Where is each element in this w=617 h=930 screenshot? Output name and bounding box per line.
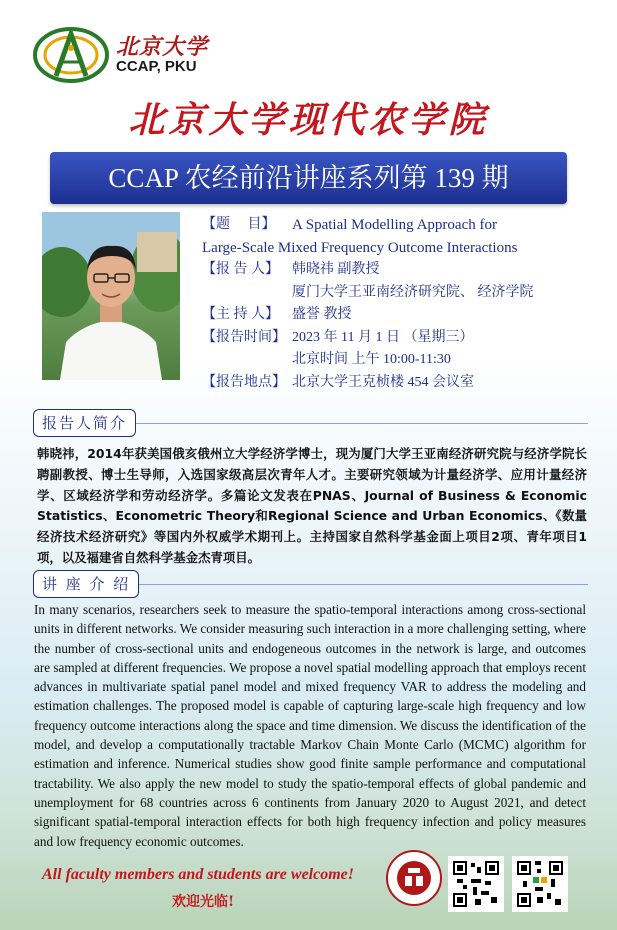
lecture-date: 2023 年 11 月 1 日 （星期三） <box>292 329 474 345</box>
lecture-title-line1: A Spatial Modelling Approach for <box>292 217 497 233</box>
welcome-chinese: 欢迎光临! <box>172 894 235 910</box>
speaker-photo <box>42 212 180 380</box>
peking-university-seal-icon <box>386 850 442 906</box>
title-label: 【题 目】 <box>202 217 276 232</box>
speaker-label: 【报 告 人】 <box>202 262 279 277</box>
ccap-logo-icon <box>32 26 110 84</box>
speaker-affiliation: 厦门大学王亚南经济研究院、 经济学院 <box>292 284 534 300</box>
speaker-bio: 韩晓祎，2014年获美国俄亥俄州立大学经济学博士，现为厦门大学王亚南经济研究院与经济学院长聘副教授、博士生导师，入选国家级高层次青年人才。主要研究领域为计量经济学、应用计量经济学、区域经济学和劳动经济学。多篇论文发表在PNAS、Journal of Business & Economic Statistics、Econometric Theory和Regional Science and Urban Economics、《数量经济技术经济研究》等国内外权威学术期刊上。主持国家自然科学基金面上项目2项、青年项目1项，以及福建省自然科学基金杰青项目。 <box>37 446 587 565</box>
school-title: 北京大学现代农学院 <box>128 99 489 141</box>
bio-heading: 报告人简介 <box>33 409 136 437</box>
speaker-name: 韩晓祎 副教授 <box>292 262 380 277</box>
lecture-title-line2: Large-Scale Mixed Frequency Outcome Interactions <box>202 239 518 256</box>
lecture-place: 北京大学王克桢楼 454 会议室 <box>292 374 474 390</box>
lecture-info <box>202 214 602 394</box>
host-label: 【主 持 人】 <box>202 307 279 322</box>
logo-english-name: CCAP, PKU <box>116 58 197 75</box>
lecture-time: 北京时间 上午 10:00-11:30 <box>292 352 451 367</box>
host-name: 盛誉 教授 <box>292 307 352 322</box>
qr-code-icon[interactable] <box>448 856 504 912</box>
welcome-english: All faculty members and students are welcome! <box>42 866 354 883</box>
time-label: 【报告时间】 <box>202 329 286 345</box>
abstract-heading: 讲 座 介 绍 <box>33 570 139 598</box>
qr-code-icon[interactable] <box>512 856 568 912</box>
lecture-series-banner: CCAP 农经前沿讲座系列第 139 期 <box>50 152 567 204</box>
logo-chinese-name: 北京大学 <box>116 34 209 60</box>
place-label: 【报告地点】 <box>202 374 286 390</box>
lecture-abstract: In many scenarios, researchers seek to measure the spatio-temporal interactions among cross-sectional units in different networks. We consider measuring such interaction in a more challenging setting, where the number of cross-sectional units and endogeneous outcomes in the network is large, and outcomes are sampled at different frequencies. We propose a novel spatial modelling approach that employs recent advances in multivariate spatial panel model and mixed frequency VAR to address the modeling and estimation challenges. The proposed model is capable of capturing large-scale high frequency and low frequency outcome interactions along the space and time dimension. We discuss the identification of the model, and develop a computationally tractable Markov Chain Monte Carlo (MCMC) algorithm for estimation and inference. Numerical studies show good finite sample performance and computational tractability. We also apply the new model to study the spatio-temporal effects of global pandemic and unemployment for 68 countries across 6 continents from January 2020 to August 2021, and detect significant spatial-temporal interaction effects for both high frequency infection and policy measures and low frequency economic outcomes. <box>34 602 586 849</box>
